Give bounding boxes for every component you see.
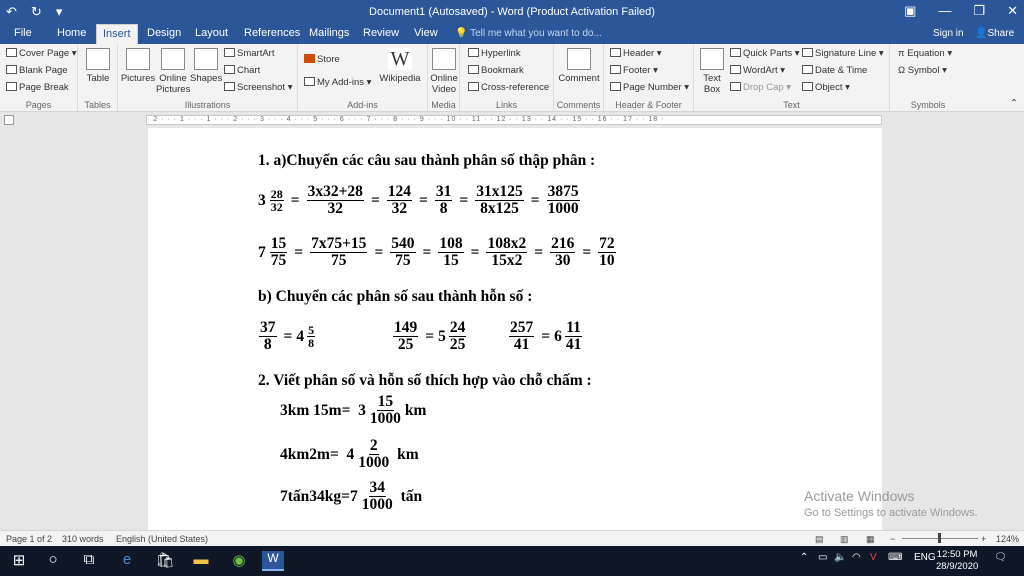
mixed-number-2: $\frac{149}{25}$ = 5 $\frac{24}{25}$ (394, 319, 466, 354)
mixed-number-1: $\frac{37}{8}$ = 4 $\frac{5}{8}$ (260, 319, 315, 354)
wifi-icon[interactable]: ◠ (852, 552, 861, 563)
fraction: $\frac{15}{75}$ (270, 235, 287, 270)
omega-icon: Ω (898, 65, 908, 76)
conversion-2: 4km2m= 4 $\frac{2}{1000}$ km (280, 437, 419, 472)
page-count[interactable]: Page 1 of 2 (6, 534, 53, 544)
fraction: $\frac{24}{25}$ (449, 319, 466, 354)
document-page[interactable] (148, 128, 882, 530)
equation-line-1: 3 $\frac{28}{32}$ = $\frac{3x32+28}{32}$ = $\frac{124}{32}$ = $\frac{31}{8}$ = $\frac{31x125}{8x125}$ = $\frac{3875}{1000}$ (258, 183, 579, 218)
person-icon: 👤 (975, 28, 988, 39)
symbol-button[interactable]: Ω Symbol ▾ (898, 65, 947, 76)
equation-line-2: 7 $\frac{15}{75}$ = $\frac{7x75+15}{75}$ = $\frac{540}{75}$ = $\frac{108}{15}$ = $\frac{108x2}{15x2}$ = $\frac{216}{30}$ = $\frac{72}{10}$ (258, 235, 615, 270)
tab-layout[interactable]: Layout (195, 27, 229, 39)
wikipedia-icon: W (388, 48, 412, 70)
group-addins (298, 44, 428, 112)
chart-icon (224, 65, 235, 74)
object-button[interactable]: Object ▾ (802, 82, 850, 93)
q2-title: 2. Viết phân số và hỗn số thích hợp vào chỗ chấm : (258, 372, 592, 389)
equation-button[interactable]: π Equation ▾ (898, 48, 953, 59)
window-title: Document1 (Autosaved) - Word (Product Activation Failed) (369, 6, 655, 18)
redo-icon[interactable]: ↻ (30, 4, 42, 19)
tab-mailings[interactable]: Mailings (309, 27, 350, 39)
ribbon (0, 44, 1024, 112)
q1b-title: b) Chuyển các phân số sau thành hỗn số : (258, 288, 533, 305)
status-bar (0, 530, 1024, 546)
print-layout-icon[interactable]: ▥ (840, 534, 849, 544)
fraction: $\frac{540}{75}$ (391, 235, 415, 270)
screenshot-button[interactable]: Screenshot ▾ (224, 82, 292, 93)
task-view-icon[interactable]: ⧉ (83, 551, 95, 568)
group-label: Comments (556, 100, 601, 110)
shapes-button[interactable]: Shapes (190, 48, 222, 84)
whole-number: 3 (258, 191, 266, 209)
group-header-footer (604, 44, 694, 112)
group-label: Links (495, 100, 517, 110)
wordart-icon (730, 65, 741, 74)
input-language[interactable]: ENG (914, 552, 936, 563)
start-windows-icon[interactable]: ⊞ (12, 552, 26, 569)
lightbulb-icon: 💡 (455, 28, 471, 39)
online-pictures-button[interactable]: Online Pictures (156, 48, 190, 95)
collapse-ribbon-icon[interactable]: ⌃ (1010, 98, 1018, 109)
fraction: $\frac{31}{8}$ (435, 183, 452, 218)
smartart-button[interactable]: SmartArt (224, 48, 274, 59)
page-break-button[interactable]: Page Break (6, 82, 69, 93)
zoom-level[interactable]: 124% (996, 534, 1020, 544)
tab-view[interactable]: View (414, 27, 438, 39)
header-icon (610, 48, 621, 57)
customize-qat-icon[interactable]: ▾ (55, 4, 63, 19)
smartart-icon (224, 48, 235, 57)
chart-button[interactable]: Chart (224, 65, 260, 76)
tab-home[interactable]: Home (57, 27, 87, 39)
mixed-number-3: $\frac{257}{41}$ = 6 $\frac{11}{41}$ (510, 319, 582, 354)
group-media (428, 44, 460, 112)
fraction: $\frac{7x75+15}{75}$ (311, 235, 367, 270)
my-addins-button[interactable]: My Add-ins ▾ (304, 77, 371, 88)
table-button[interactable]: Table (84, 48, 112, 84)
fraction: $\frac{31x125}{8x125}$ (476, 183, 523, 218)
date-time-button[interactable]: Date & Time (802, 65, 867, 76)
quick-parts-button[interactable]: Quick Parts ▾ (730, 48, 800, 59)
web-layout-icon[interactable]: ▦ (866, 534, 875, 544)
sign-in-link[interactable]: Sign in (933, 28, 964, 39)
hyperlink-button[interactable]: Hyperlink (468, 48, 521, 59)
group-illustrations (118, 44, 298, 112)
tab-references[interactable]: References (244, 27, 301, 39)
fraction: $\frac{2}{1000}$ (358, 437, 390, 472)
tab-design[interactable]: Design (147, 27, 182, 39)
page-number-button[interactable]: Page Number ▾ (610, 82, 689, 93)
cross-reference-icon (468, 82, 479, 91)
wordart-button[interactable]: WordArt ▾ (730, 65, 785, 76)
tab-review[interactable]: Review (363, 27, 400, 39)
zoom-out-button[interactable]: − (890, 534, 896, 544)
clock-time: 12:50 PM (936, 549, 978, 560)
group-comments (554, 44, 604, 112)
fraction: $\frac{257}{41}$ (510, 319, 534, 354)
pictures-button[interactable]: Pictures (120, 48, 156, 84)
blank-page-icon (6, 65, 17, 74)
search-icon[interactable]: ○ (48, 551, 58, 568)
conversion-3: 7tấn34kg=7 $\frac{34}{1000}$ tấn (280, 479, 423, 514)
fraction: $\frac{216}{30}$ (551, 235, 575, 270)
horizontal-ruler[interactable]: · 2 · · · 1 · · · 1 · · · 2 · · · 3 · · · 4 · · · 5 · · · 6 · · · 7 · · · 8 · · · 9 · · · 10 · · 11 · · 12 · · 13 · · 14 · · 15 · · 16 · · 17 · · 18 · (146, 115, 882, 125)
app-icon[interactable]: ◉ (232, 552, 246, 569)
word-icon[interactable]: W (262, 551, 284, 571)
q1a-title: 1. a)Chuyển các câu sau thành phân số thập phân : (258, 152, 596, 169)
store-icon[interactable]: 🛍 (155, 552, 175, 569)
tab-file[interactable]: File (14, 27, 32, 39)
header-button[interactable]: Header ▾ (610, 48, 662, 59)
window-controls (904, 3, 1018, 19)
fraction: $\frac{28}{32}$ (270, 186, 283, 215)
tell-me-box[interactable]: 💡 Tell me what you want to do... (455, 28, 602, 39)
page-break-icon (6, 82, 17, 91)
group-label: Symbols (910, 100, 946, 110)
activate-windows-subtext: Go to Settings to activate Windows. (804, 507, 978, 519)
volume-icon[interactable]: 🔈 (834, 552, 847, 563)
footer-icon (610, 65, 621, 74)
group-label: Tables (84, 100, 111, 110)
group-symbols (890, 44, 966, 112)
fraction: $\frac{3875}{1000}$ (547, 183, 579, 218)
keyboard-icon[interactable]: ⌨ (888, 552, 903, 563)
activate-windows-watermark: Activate Windows (804, 488, 915, 504)
fraction: $\frac{108x2}{15x2}$ (487, 235, 527, 270)
whole-number: 7 (258, 243, 266, 261)
shapes-icon (194, 48, 218, 70)
share-button[interactable]: 👤Share (975, 28, 1015, 39)
table-icon (86, 48, 110, 70)
zoom-in-button[interactable]: + (981, 534, 987, 544)
cover-page-button[interactable]: Cover Page ▾ (6, 48, 77, 59)
read-mode-icon[interactable]: ▤ (815, 534, 824, 544)
cover-page-icon (6, 48, 17, 57)
footer-button[interactable]: Footer ▾ (610, 65, 658, 76)
clock-date: 28/9/2020 (936, 561, 979, 572)
group-label: Media (431, 100, 456, 110)
ruler (0, 112, 1024, 128)
group-tables (78, 44, 118, 112)
group-label: Illustrations (184, 100, 231, 110)
notification-icon[interactable]: 🗨 (994, 552, 1007, 563)
fraction: $\frac{124}{32}$ (387, 183, 412, 218)
fraction: $\frac{5}{8}$ (308, 322, 315, 351)
group-label: Text (783, 100, 800, 110)
battery-icon[interactable]: ▭ (818, 552, 828, 563)
signature-line-button[interactable]: Signature Line ▾ (802, 48, 884, 59)
page-number-icon (610, 82, 621, 91)
tray-expand-icon[interactable]: ⌃ (800, 552, 809, 563)
minimize-button[interactable]: — (938, 3, 952, 18)
pictures-icon (126, 48, 150, 70)
file-explorer-icon[interactable]: ▬ (193, 551, 209, 568)
undo-icon[interactable]: ↶ (6, 4, 17, 19)
comment-button[interactable]: Comment (557, 48, 601, 84)
tab-insert[interactable]: Insert (96, 24, 138, 44)
cross-reference-button[interactable]: Cross-reference (468, 82, 549, 93)
group-label: Header & Footer (615, 100, 682, 110)
tab-selector[interactable] (4, 115, 14, 125)
object-icon (802, 82, 813, 91)
addins-icon (304, 77, 315, 86)
word-count[interactable]: 310 words (62, 534, 104, 544)
screenshot-icon (224, 82, 235, 91)
fraction: $\frac{34}{1000}$ (361, 479, 393, 514)
online-video-icon (432, 48, 456, 70)
fraction: $\frac{149}{25}$ (394, 319, 418, 354)
group-links (460, 44, 554, 112)
clock[interactable] (936, 549, 978, 573)
fraction: $\frac{72}{10}$ (599, 235, 615, 270)
conversion-1: 3km 15m= 3 $\frac{15}{1000}$ km (280, 393, 427, 428)
text-box-button[interactable]: Text Box (698, 48, 726, 95)
ribbon-tabs (0, 24, 1024, 44)
quick-parts-icon (730, 48, 741, 57)
group-label: Pages (25, 100, 52, 110)
date-time-icon (802, 65, 813, 74)
signature-line-icon (802, 48, 813, 57)
store-icon (304, 54, 315, 63)
group-label: Add-ins (347, 100, 378, 110)
store-button[interactable]: Store (304, 54, 340, 65)
ribbon-display-icon[interactable]: ▣ (904, 3, 917, 18)
bookmark-icon (468, 65, 479, 74)
fraction: $\frac{108}{15}$ (439, 235, 463, 270)
text-box-icon (700, 48, 724, 70)
fraction: $\frac{37}{8}$ (260, 319, 276, 354)
online-pictures-icon (161, 48, 185, 70)
drop-cap-icon (730, 82, 741, 91)
hyperlink-icon (468, 48, 479, 57)
document-canvas (0, 128, 1024, 530)
vietkey-icon[interactable]: V (870, 552, 877, 563)
language-indicator[interactable]: English (United States) (116, 534, 209, 544)
blank-page-button[interactable]: Blank Page (6, 65, 68, 76)
drop-cap-button[interactable]: Drop Cap ▾ (730, 82, 791, 93)
edge-icon[interactable]: e (122, 551, 132, 568)
wikipedia-button[interactable]: W Wikipedia (379, 48, 421, 84)
fraction: $\frac{15}{1000}$ (369, 393, 401, 428)
online-video-button[interactable]: Online Video (428, 48, 460, 95)
restore-button[interactable]: ❐ (973, 3, 986, 18)
bookmark-button[interactable]: Bookmark (468, 65, 524, 76)
fraction: $\frac{3x32+28}{32}$ (307, 183, 363, 218)
comment-icon (567, 48, 591, 70)
windows-taskbar (0, 546, 1024, 576)
group-text (694, 44, 890, 112)
pi-icon: π (898, 48, 908, 59)
close-button[interactable]: ✕ (1007, 3, 1018, 18)
group-pages (0, 44, 78, 112)
title-bar (0, 0, 1024, 24)
zoom-slider-thumb[interactable] (938, 533, 941, 543)
fraction: $\frac{11}{41}$ (565, 319, 582, 354)
